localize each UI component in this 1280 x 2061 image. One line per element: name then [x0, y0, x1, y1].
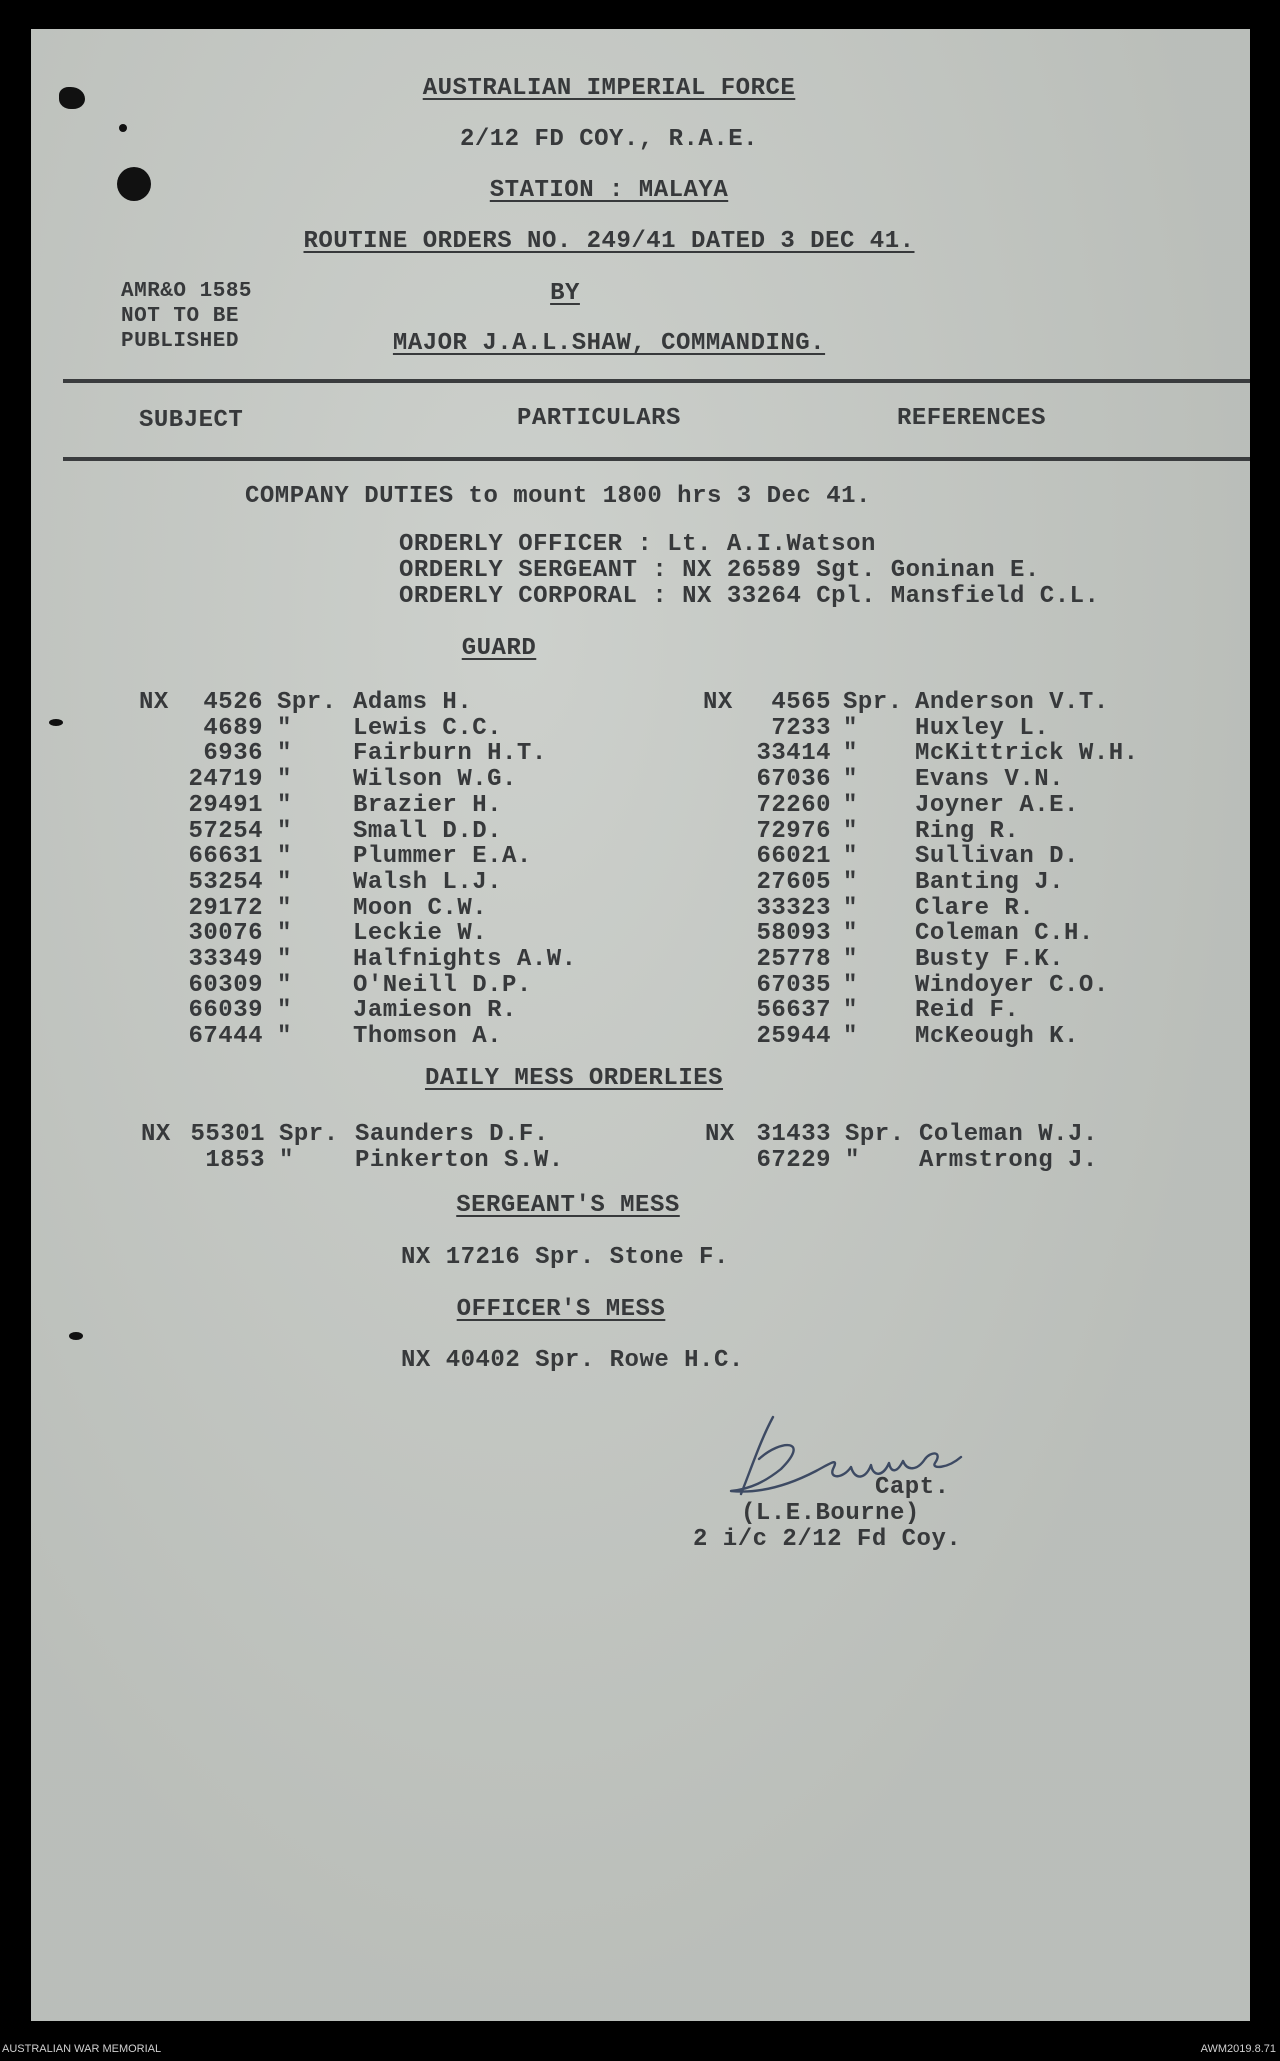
rank: "	[843, 946, 858, 973]
restriction-line-3: PUBLISHED	[121, 330, 239, 353]
soldier-name: Thomson A.	[353, 1023, 503, 1051]
force-title: AUSTRALIAN IMPERIAL FORCE	[422, 75, 796, 102]
company-duties-heading: COMPANY DUTIES to mount 1800 hrs 3 Dec 41.	[245, 483, 871, 510]
service-number: 67035	[756, 971, 831, 999]
soldier-name: Plummer E.A.	[353, 843, 532, 871]
rank: "	[843, 740, 858, 768]
rank: "	[843, 894, 858, 922]
service-number: 29491	[188, 791, 263, 819]
service-number: 60309	[188, 971, 263, 999]
rank: Spr.	[843, 689, 903, 716]
rank: Spr.	[279, 1121, 339, 1148]
rank: "	[843, 791, 858, 819]
sergeants-mess-heading: SERGEANT'S MESS	[456, 1192, 680, 1219]
mess-orderlies-heading: DAILY MESS ORDERLIES	[424, 1065, 724, 1092]
rank: "	[843, 817, 858, 845]
subject-heading: SUBJECT	[139, 407, 244, 434]
service-number: 6936	[203, 740, 263, 768]
service-prefix: NX	[139, 689, 169, 716]
soldier-name: Reid F.	[915, 997, 1020, 1025]
references-heading: REFERENCES	[897, 405, 1047, 432]
service-number: 67229	[756, 1147, 831, 1174]
rank: "	[843, 971, 858, 999]
soldier-name: Lewis C.C.	[353, 714, 503, 742]
soldier-name: McKittrick W.H.	[915, 740, 1139, 768]
service-number: 33349	[188, 946, 263, 973]
service-number: 25944	[756, 1023, 831, 1051]
service-number: 66039	[188, 997, 263, 1025]
soldier-name: Anderson V.T.	[915, 689, 1109, 716]
particulars-heading: PARTICULARS	[517, 405, 681, 432]
rank: "	[843, 920, 858, 948]
service-prefix: NX	[141, 1121, 171, 1148]
soldier-name: Fairburn H.T.	[353, 740, 547, 768]
soldier-name: Adams H.	[353, 689, 473, 716]
rank: "	[845, 1147, 860, 1174]
rank: "	[843, 997, 858, 1025]
service-number: 27605	[756, 868, 831, 896]
footer-credit: AUSTRALIAN WAR MEMORIAL	[2, 2043, 162, 2055]
rank: "	[277, 946, 292, 973]
rank: "	[277, 971, 292, 999]
soldier-name: Joyner A.E.	[915, 791, 1079, 819]
rank: "	[843, 843, 858, 871]
unit-title: 2/12 FD COY., R.A.E.	[459, 126, 759, 153]
service-number: 66631	[188, 843, 263, 871]
service-number: 7233	[771, 714, 831, 742]
rank: "	[277, 920, 292, 948]
restriction-line-1: AMR&O 1585	[121, 280, 253, 303]
soldier-name: Armstrong J.	[919, 1147, 1098, 1174]
soldier-name: Clare R.	[915, 894, 1035, 922]
rank: "	[277, 868, 292, 896]
rank: "	[843, 714, 858, 742]
service-number: 24719	[188, 766, 263, 794]
service-number: 56637	[756, 997, 831, 1025]
routine-orders-title: ROUTINE ORDERS NO. 249/41 DATED 3 DEC 41.	[303, 228, 915, 255]
rank: "	[277, 766, 292, 794]
footer-accession-number: AWM2019.8.71	[1200, 2043, 1276, 2055]
service-number: 29172	[188, 894, 263, 922]
guard-heading: GUARD	[461, 635, 537, 662]
rank: Spr.	[277, 689, 337, 716]
rank: "	[277, 817, 292, 845]
service-number: 66021	[756, 843, 831, 871]
soldier-name: Halfnights A.W.	[353, 946, 577, 973]
service-number: 31433	[756, 1121, 831, 1148]
handwritten-signature	[721, 1399, 991, 1509]
rank: "	[843, 1023, 858, 1051]
service-number: 33323	[756, 894, 831, 922]
rank: Spr.	[845, 1121, 905, 1148]
soldier-name: Sullivan D.	[915, 843, 1079, 871]
service-number: 4689	[203, 714, 263, 742]
rank: "	[277, 740, 292, 768]
punch-hole	[119, 124, 127, 132]
signatory-role: 2 i/c 2/12 Fd Coy.	[693, 1526, 962, 1553]
rank: "	[277, 791, 292, 819]
soldier-name: Walsh L.J.	[353, 868, 503, 896]
service-number: 55301	[190, 1121, 265, 1148]
service-number: 67036	[756, 766, 831, 794]
restriction-line-2: NOT TO BE	[121, 305, 239, 328]
rank: "	[279, 1147, 294, 1174]
soldier-name: Jamieson R.	[353, 997, 517, 1025]
officers-mess-entry: NX 40402 Spr. Rowe H.C.	[401, 1347, 744, 1374]
signatory-rank: Capt.	[875, 1474, 950, 1501]
commanding-officer: MAJOR J.A.L.SHAW, COMMANDING.	[392, 330, 826, 357]
service-prefix: NX	[705, 1121, 735, 1148]
soldier-name: Small D.D.	[353, 817, 503, 845]
soldier-name: Evans V.N.	[915, 766, 1065, 794]
soldier-name: Ring R.	[915, 817, 1020, 845]
service-number: 33414	[756, 740, 831, 768]
document-page	[31, 29, 1250, 2021]
station-title: STATION : MALAYA	[489, 177, 729, 204]
orderly-sergeant: ORDERLY SERGEANT : NX 26589 Sgt. Goninan E.	[399, 557, 1040, 584]
rank: "	[277, 1023, 292, 1051]
service-number: 1853	[205, 1147, 265, 1174]
soldier-name: Banting J.	[915, 868, 1065, 896]
soldier-name: Busty F.K.	[915, 946, 1065, 973]
service-number: 4565	[771, 689, 831, 716]
service-number: 58093	[756, 920, 831, 948]
service-prefix: NX	[703, 689, 733, 716]
soldier-name: Saunders D.F.	[355, 1121, 549, 1148]
by-label: BY	[550, 280, 580, 307]
rank: "	[843, 868, 858, 896]
service-number: 72976	[756, 817, 831, 845]
soldier-name: Coleman W.J.	[919, 1121, 1098, 1148]
rank: "	[843, 766, 858, 794]
service-number: 57254	[188, 817, 263, 845]
rank: "	[277, 843, 292, 871]
rank: "	[277, 894, 292, 922]
soldier-name: O'Neill D.P.	[353, 971, 532, 999]
orderly-officer: ORDERLY OFFICER : Lt. A.I.Watson	[399, 531, 876, 558]
service-number: 30076	[188, 920, 263, 948]
punch-hole	[69, 1332, 83, 1340]
punch-hole	[117, 167, 151, 201]
service-number: 67444	[188, 1023, 263, 1051]
service-number: 25778	[756, 946, 831, 973]
soldier-name: McKeough K.	[915, 1023, 1079, 1051]
soldier-name: Moon C.W.	[353, 894, 488, 922]
service-number: 4526	[203, 689, 263, 716]
soldier-name: Coleman C.H.	[915, 920, 1094, 948]
soldier-name: Leckie W.	[353, 920, 488, 948]
punch-hole	[49, 719, 63, 726]
bottom-rule	[63, 457, 1250, 461]
top-rule	[63, 379, 1250, 383]
punch-hole	[59, 87, 85, 109]
soldier-name: Wilson W.G.	[353, 766, 517, 794]
rank: "	[277, 997, 292, 1025]
orderly-corporal: ORDERLY CORPORAL : NX 33264 Cpl. Mansfield C.L.	[399, 583, 1100, 610]
soldier-name: Pinkerton S.W.	[355, 1147, 564, 1174]
rank: "	[277, 714, 292, 742]
service-number: 53254	[188, 868, 263, 896]
soldier-name: Windoyer C.O.	[915, 971, 1109, 999]
soldier-name: Huxley L.	[915, 714, 1050, 742]
service-number: 72260	[756, 791, 831, 819]
soldier-name: Brazier H.	[353, 791, 503, 819]
signatory-name: (L.E.Bourne)	[741, 1500, 920, 1527]
sergeants-mess-entry: NX 17216 Spr. Stone F.	[401, 1244, 729, 1271]
officers-mess-heading: OFFICER'S MESS	[456, 1296, 666, 1323]
